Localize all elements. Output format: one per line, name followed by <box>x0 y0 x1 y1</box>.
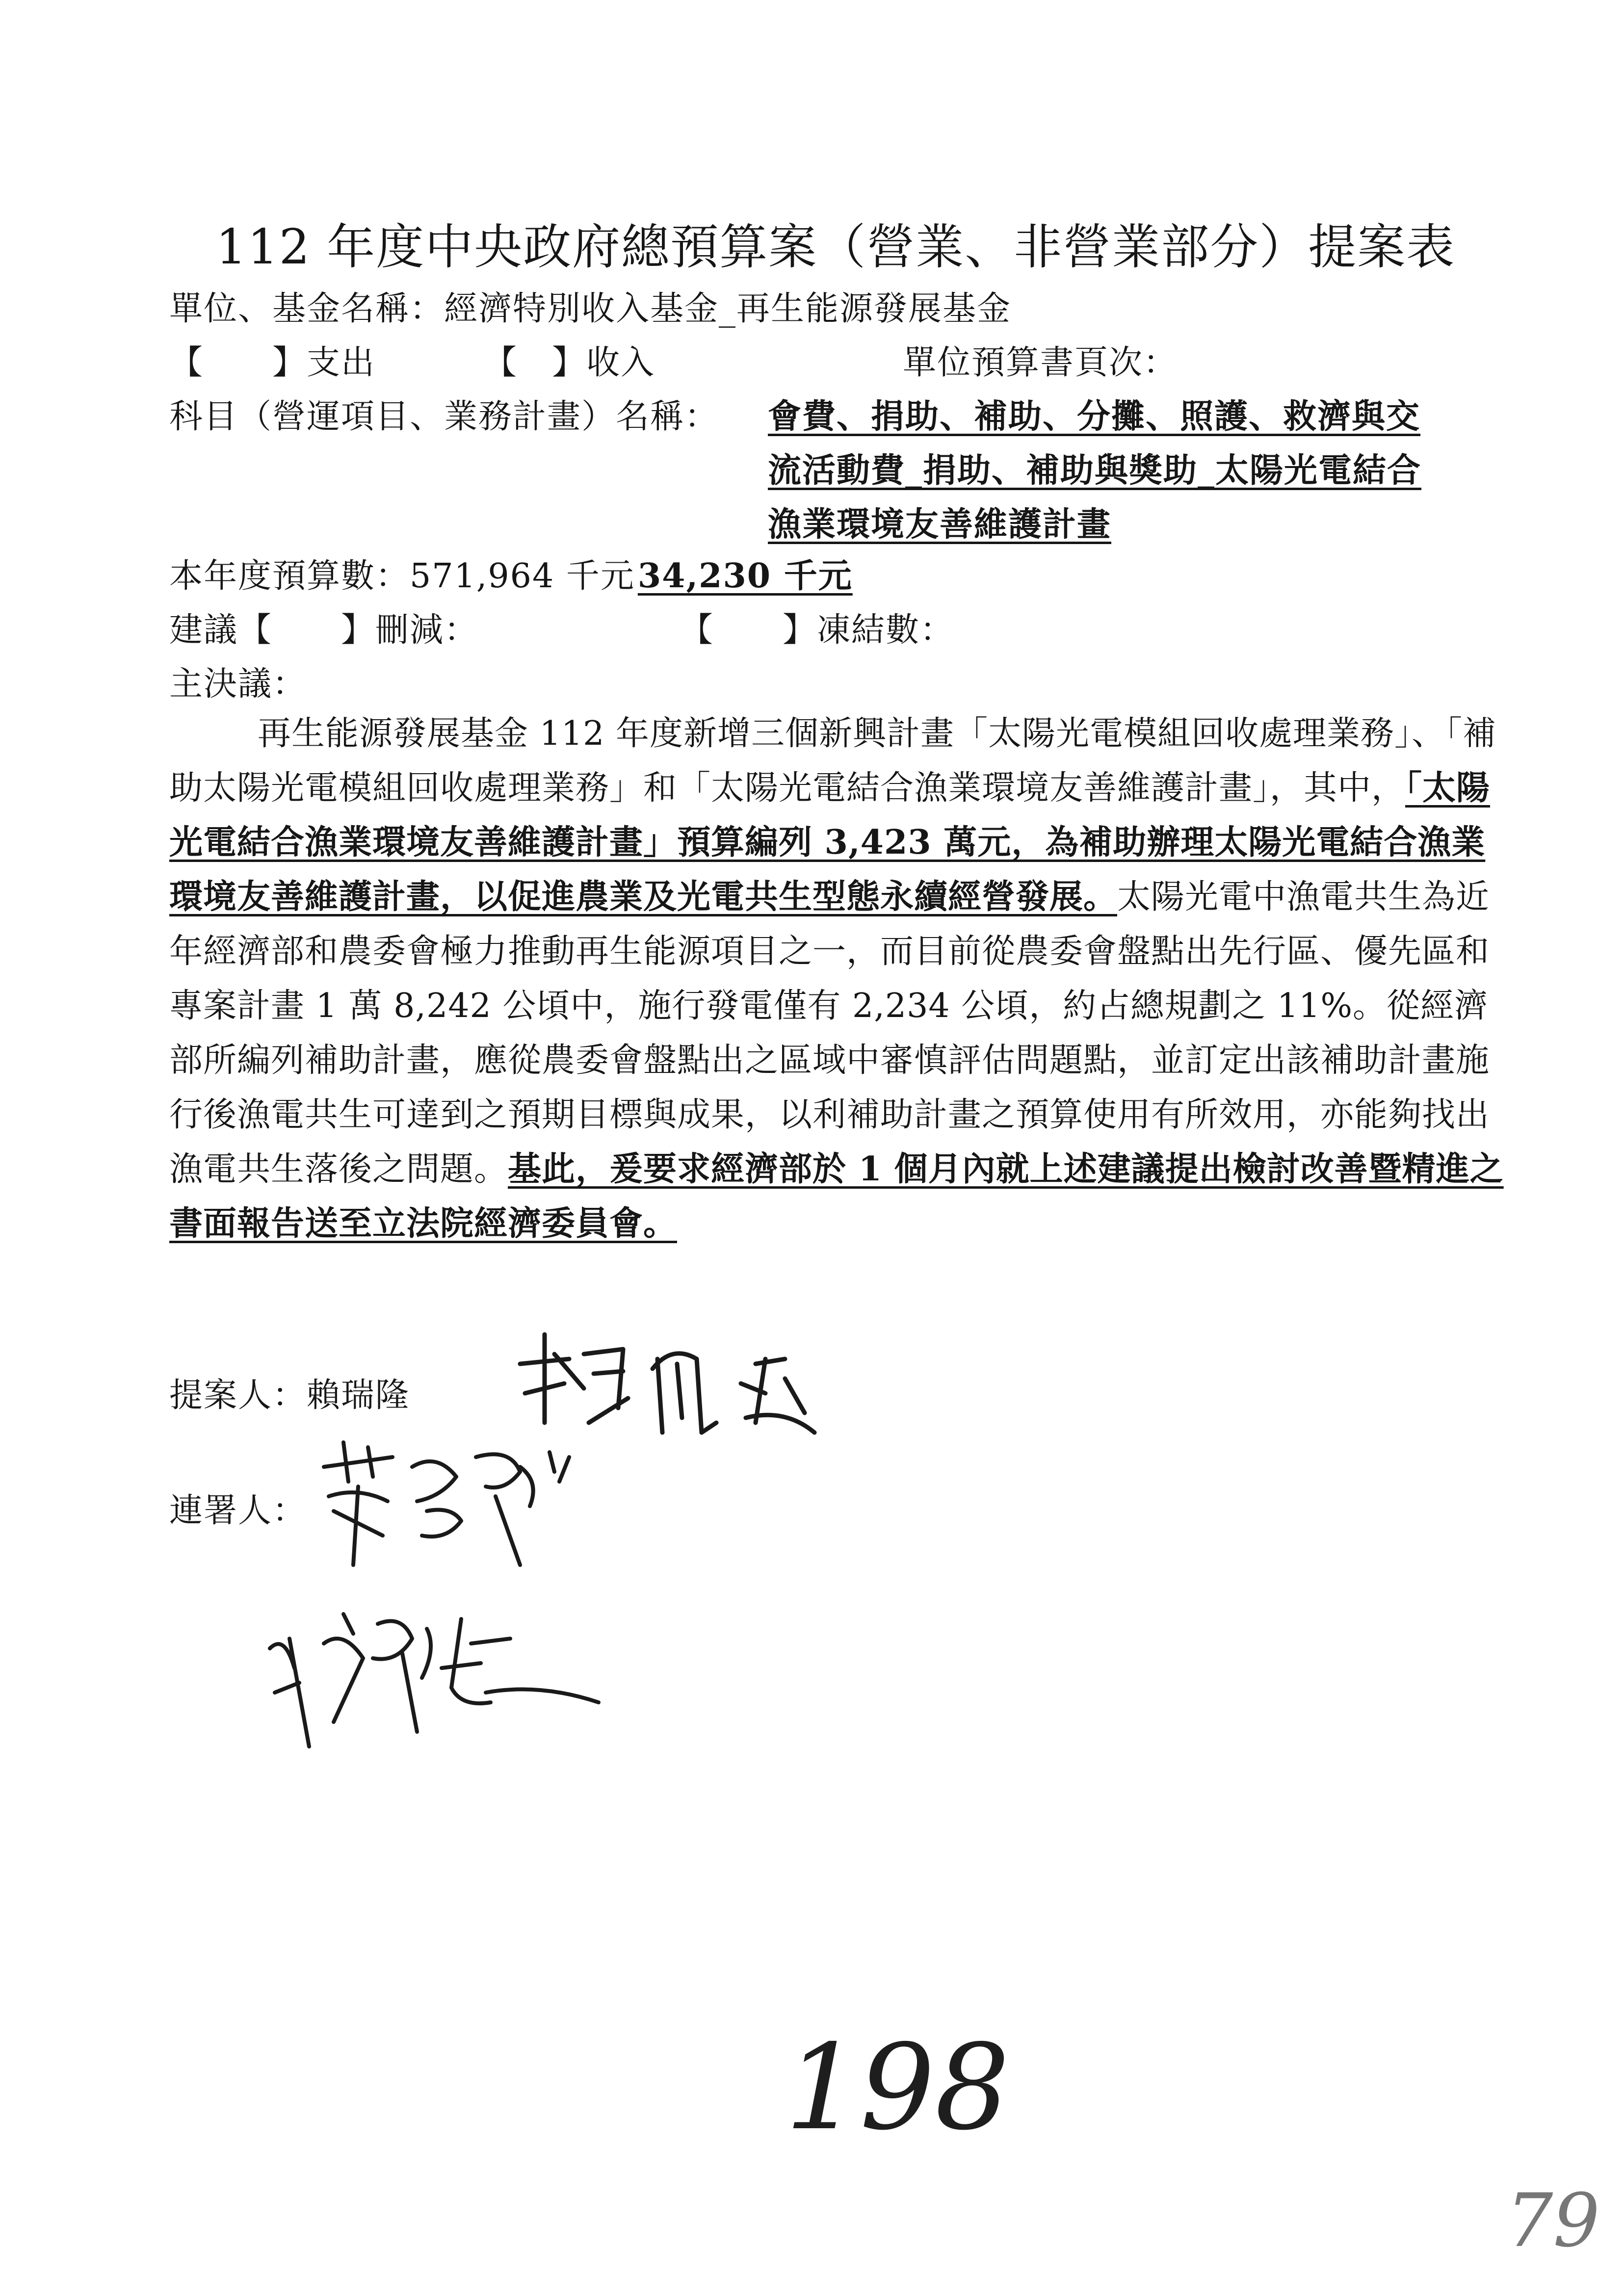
proposer-label: 提案人： <box>169 1376 307 1415</box>
resolution-part-4: 基此，爰要求經濟部於 1 個月內就上述建議提出檢討改善暨精進之書面報告送至立法院經濟委員會。 <box>169 1149 1504 1243</box>
budget-item-amount: 34,230 千元 <box>637 556 853 596</box>
proposer-row <box>169 1369 410 1416</box>
subject-line-1: 會費、捐助、補助、分攤、照護、救濟與交 <box>768 397 1421 436</box>
signature-proposer-strokes <box>510 1325 824 1452</box>
suggest-cut-label: 建議【 】刪減： <box>169 611 479 650</box>
expense-checkbox: 【 】支出 <box>169 343 376 382</box>
budget-total: 571,964 千元 <box>410 557 635 596</box>
freeze-label: 【 】凍結數： <box>680 611 955 650</box>
resolution-label: 主決議： <box>169 665 307 704</box>
subject-line-3: 漁業環境友善維護計畫 <box>768 505 1112 544</box>
unit-fund-value: 經濟特別收入基金_再生能源發展基金 <box>444 289 1012 328</box>
resolution-part-2: 「太陽光電結合漁業環境友善維護計畫」預算編列 3,423 萬元，為補助辦理太陽光電結合漁業環境友善維護計畫，以促進農業及光電共生型態永續經營發展。 <box>169 768 1491 916</box>
page-title: 112 年度中央政府總預算案（營業、非營業部分）提案表 <box>216 219 1456 275</box>
budget-row <box>169 549 853 597</box>
handwritten-page-number: 198 <box>785 2019 1010 2156</box>
corner-page-number: 79 <box>1506 2178 1600 2264</box>
budget-label: 本年度預算數： <box>169 557 410 596</box>
resolution-body <box>169 706 1509 1251</box>
resolution-part-3: 太陽光電中漁電共生為近年經濟部和農委會極力推動再生能源項目之一，而目前從農委會盤點出先行區、優先區和專案計畫 1 萬 8,242 公頃中，施行發電僅有 2,234 公頃，約占總規劃之 11%。從經濟部所編列補助計畫，應從農委會盤點出之區域中審慎評估問題點，並訂定出該補助計畫施行後漁電共生可達到之預期目標與成果，以利補助計畫之預算使用有所效用，亦能夠找出漁電共生落後之問題。 <box>169 878 1490 1189</box>
subject-line-2: 流活動費_捐助、補助與獎助_太陽光電結合 <box>768 451 1422 490</box>
proposer-name: 賴瑞隆 <box>307 1376 410 1415</box>
subject-label: 科目（營運項目、業務計畫）名稱： <box>169 397 719 436</box>
unit-fund-label: 單位、基金名稱： <box>169 289 445 328</box>
cosigner-label: 連署人： <box>169 1491 307 1530</box>
income-checkbox: 【 】收入 <box>483 343 655 382</box>
budget-page-label: 單位預算書頁次： <box>903 343 1178 382</box>
signature-cosigner-1-strokes <box>314 1437 589 1585</box>
signature-cosigner-2-strokes <box>255 1585 608 1830</box>
resolution-part-1: 再生能源發展基金 112 年度新增三個新興計畫「太陽光電模組回收處理業務」、「補助太陽光電模組回收處理業務」和「太陽光電結合漁業環境友善維護計畫」，其中， <box>169 714 1497 808</box>
unit-fund-row <box>169 282 1011 330</box>
